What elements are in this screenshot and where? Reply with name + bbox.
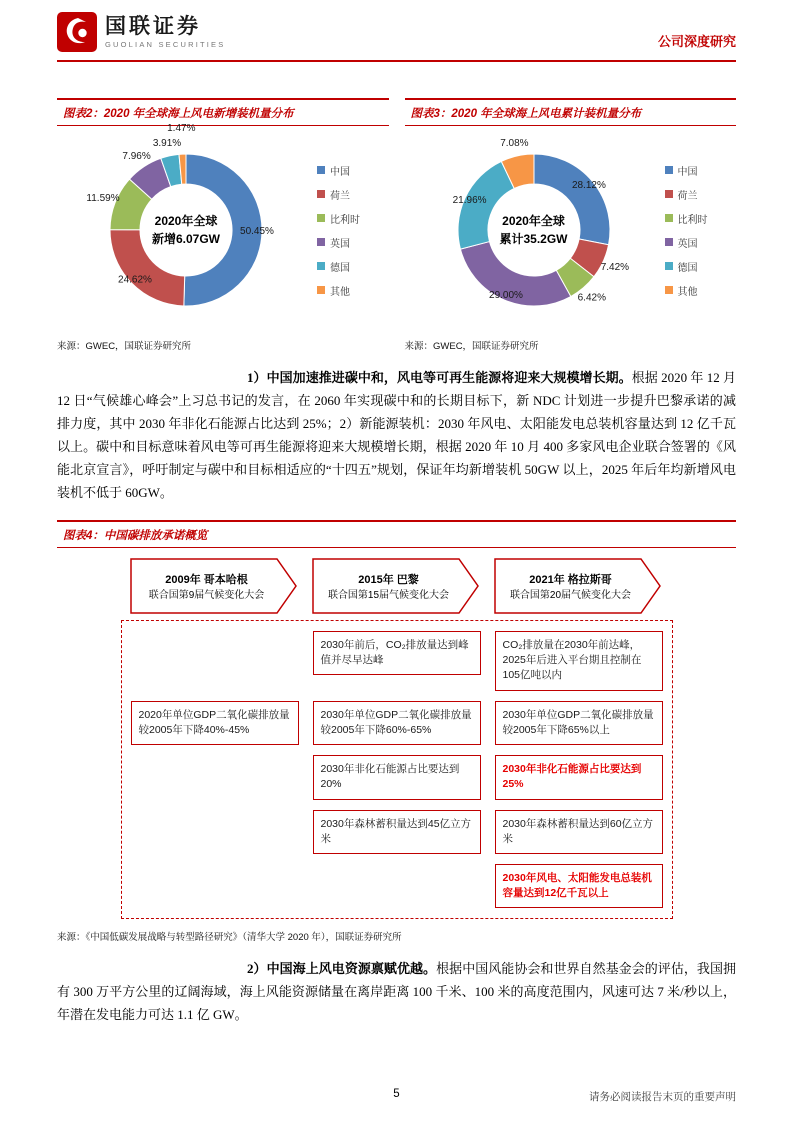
commitment-box-2021-forest: 2030年森林蓄积量达到60亿立方米 (495, 810, 663, 854)
legend-item (665, 283, 708, 298)
legend-label: 英国 (330, 238, 350, 250)
figure2-source: 来源：GWEC，国联证券研究所 (57, 341, 192, 352)
legend-swatch-icon (317, 262, 325, 270)
slice-percentage-label: 6.42% (577, 292, 606, 304)
slice-percentage-label: 11.59% (86, 192, 120, 204)
legend-item (317, 283, 360, 298)
cop-year-city: 2015年 巴黎 (358, 573, 419, 586)
page-number: 5 (393, 1088, 400, 1100)
commitment-box-2015-peak: 2030年前后，CO₂排放量达到峰值并尽早达峰 (313, 631, 481, 675)
legend-item (317, 235, 360, 250)
slice-percentage-label: 28.12% (571, 179, 606, 191)
commitment-box-2021-peak: CO₂排放量在2030年前达峰，2025年后进入平台期且控制在105亿吨以内 (495, 631, 663, 691)
legend-item (317, 163, 360, 178)
paragraph-1 (57, 366, 736, 504)
page-footer (57, 1088, 736, 1104)
slice-percentage-label: 50.45% (240, 226, 274, 237)
figure3 (405, 98, 737, 352)
legend-label: 其他 (330, 286, 350, 298)
legend-item (317, 259, 360, 274)
legend-swatch-icon (665, 286, 673, 294)
legend-label: 比利时 (677, 214, 708, 226)
slice-percentage-label: 1.47% (167, 123, 196, 135)
legend-label: 德国 (677, 262, 698, 274)
legend-label: 英国 (677, 238, 698, 250)
commitments-diagram (121, 558, 673, 919)
legend-label: 中国 (677, 166, 698, 178)
legend-swatch-icon (317, 286, 325, 294)
report-header (0, 0, 793, 58)
donut-svg-new-installs (57, 123, 315, 334)
legend-swatch-icon (317, 214, 325, 222)
figure4 (57, 520, 736, 943)
legend-label: 比利时 (330, 214, 360, 226)
cop-conference: 联合国第15届气候变化大会 (327, 589, 450, 601)
paragraph-1-body: 根据 2020 年 12 月 12 日“气候雄心峰会”上习总书记的发言，在 2060 年实现碳中和的长期目标下，新 NDC 计划进一步提升巴黎承诺的减排力度，其中 2030 年非化石能源占比达到 25%；2）新能源装机：2030 年风电、太阳能发电总装机容量达到 12 亿千瓦以上。碳中和目标意味着风电等可再生能源将迎来大规模增长期，根据 2020 年 10 月 400 多家风电企业联合签署的《风能北京宣言》，呼吁制定与碳中和目标相适应的“十四五”规划，保证年均新增装机 50GW 以上，2025 年后年均新增风电装机不低于 60GW。 (57, 370, 736, 500)
legend-item (317, 211, 360, 226)
donut-svg-cumulative-installs (405, 126, 663, 334)
commitment-box-2021-gdp-intensity: 2030年单位GDP二氧化碳排放量较2005年下降65%以上 (495, 701, 663, 745)
figure2 (57, 98, 389, 352)
slice-percentage-label: 24.62% (118, 274, 152, 286)
slice-percentage-label: 7.42% (600, 262, 629, 273)
cop-header-text (130, 558, 298, 614)
brand-subtitle: GUOLIAN SECURITIES (105, 40, 226, 50)
brand-name: 国联证券 (105, 14, 201, 38)
slice-percentage-label: 21.96% (452, 195, 487, 206)
legend-swatch-icon (665, 166, 673, 174)
donut-center-line1: 2020年全球 (502, 214, 565, 228)
donut-chart-new-installs (57, 123, 315, 334)
cop-header-text (312, 558, 480, 614)
donut-center-line2: 新增6.07GW (151, 232, 221, 246)
legend-swatch-icon (665, 262, 673, 270)
cop-conference: 联合国第20届气候变化大会 (509, 589, 632, 601)
cop-conference: 联合国第9届气候变化大会 (148, 589, 265, 601)
figure3-source: 来源：GWEC，国联证券研究所 (404, 341, 539, 352)
slice-percentage-label: 7.96% (122, 151, 151, 162)
commitment-box-2015-gdp-intensity: 2030年单位GDP二氧化碳排放量较2005年下降60%-65% (313, 701, 481, 745)
chart-legend (317, 163, 360, 298)
legend-label: 德国 (330, 262, 350, 274)
figure3-chart-area (405, 126, 737, 334)
commitment-box-2021-wind-solar-highlight: 2030年风电、太阳能发电总装机容量达到12亿千瓦以上 (495, 864, 663, 908)
commitments-dashed-frame (121, 620, 673, 919)
donut-center-line1: 2020年全球 (154, 214, 218, 228)
legend-label: 中国 (330, 166, 350, 178)
commitment-box-2009-gdp-intensity: 2020年单位GDP二氧化碳排放量较2005年下降40%-45% (131, 701, 299, 745)
donut-slice-荷兰 (110, 230, 185, 306)
footer-disclaimer: 请务必阅读报告末页的重要声明 (589, 1091, 736, 1103)
legend-swatch-icon (317, 238, 325, 246)
cop-header-2021 (494, 558, 662, 614)
legend-item (665, 163, 708, 178)
commitments-grid (131, 631, 663, 908)
legend-item (665, 211, 708, 226)
guolian-logo-icon (57, 12, 97, 52)
figure4-source: 来源：《中国低碳发展战略与转型路径研究》（清华大学 2020 年），国联证券研究所 (57, 932, 402, 944)
figure3-title: 图表3：2020 年全球海上风电累计装机量分布 (405, 98, 737, 126)
legend-swatch-icon (665, 190, 673, 198)
paragraph-2-lead: 2）中国海上风电资源禀赋优越。 (247, 961, 437, 977)
charts-row (57, 98, 736, 352)
figure2-chart-area (57, 123, 389, 334)
legend-item (665, 187, 708, 202)
donut-chart-cumulative-installs (405, 126, 663, 334)
cop-headers-row (121, 558, 673, 614)
commitment-box-2021-nonfossil-highlight: 2030年非化石能源占比要达到25% (495, 755, 663, 799)
legend-swatch-icon (665, 238, 673, 246)
cop-header-2009 (130, 558, 298, 614)
slice-percentage-label: 7.08% (499, 138, 529, 150)
legend-label: 荷兰 (330, 190, 350, 202)
legend-swatch-icon (665, 214, 673, 222)
legend-item (317, 187, 360, 202)
legend-item (665, 259, 708, 274)
cop-header-text (494, 558, 662, 614)
header-divider (57, 60, 736, 62)
cop-year-city: 2009年 哥本哈根 (165, 573, 248, 586)
brand (57, 12, 225, 52)
paragraph-1-lead: 1）中国加速推进碳中和，风电等可再生能源将迎来大规模增长期。 (247, 370, 632, 385)
cop-header-2015 (312, 558, 480, 614)
paragraph-2 (57, 957, 736, 1026)
legend-swatch-icon (317, 166, 325, 174)
paragraph-2-body: 根据中国风能协会和世界自然基金会的评估，我国拥有 300 万平方公里的辽阔海域，海上风能资源储量在离岸距离 100 千米、100 米的高度范围内，风速可达 7 米/秒以上，年潜在发电能力可达 1.1 亿 GW。 (57, 961, 736, 1023)
donut-center-line2: 累计35.2GW (499, 232, 568, 246)
figure2-title: 图表2：2020 年全球海上风电新增装机量分布 (57, 98, 389, 126)
brand-text (105, 15, 225, 49)
slice-percentage-label: 29.00% (488, 290, 523, 302)
slice-percentage-label: 3.91% (152, 138, 182, 150)
legend-swatch-icon (317, 190, 325, 198)
chart-legend (665, 163, 708, 298)
legend-item (665, 235, 708, 250)
legend-label: 荷兰 (677, 190, 698, 202)
figure4-title: 图表4：中国碳排放承诺概览 (57, 520, 736, 548)
commitment-box-2015-nonfossil: 2030年非化石能源占比要达到20% (313, 755, 481, 799)
cop-year-city: 2021年 格拉斯哥 (529, 573, 612, 586)
report-type-label: 公司深度研究 (657, 34, 736, 49)
legend-label: 其他 (677, 286, 698, 298)
donut-slice-中国 (534, 154, 610, 245)
commitment-box-2015-forest: 2030年森林蓄积量达到45亿立方米 (313, 810, 481, 854)
